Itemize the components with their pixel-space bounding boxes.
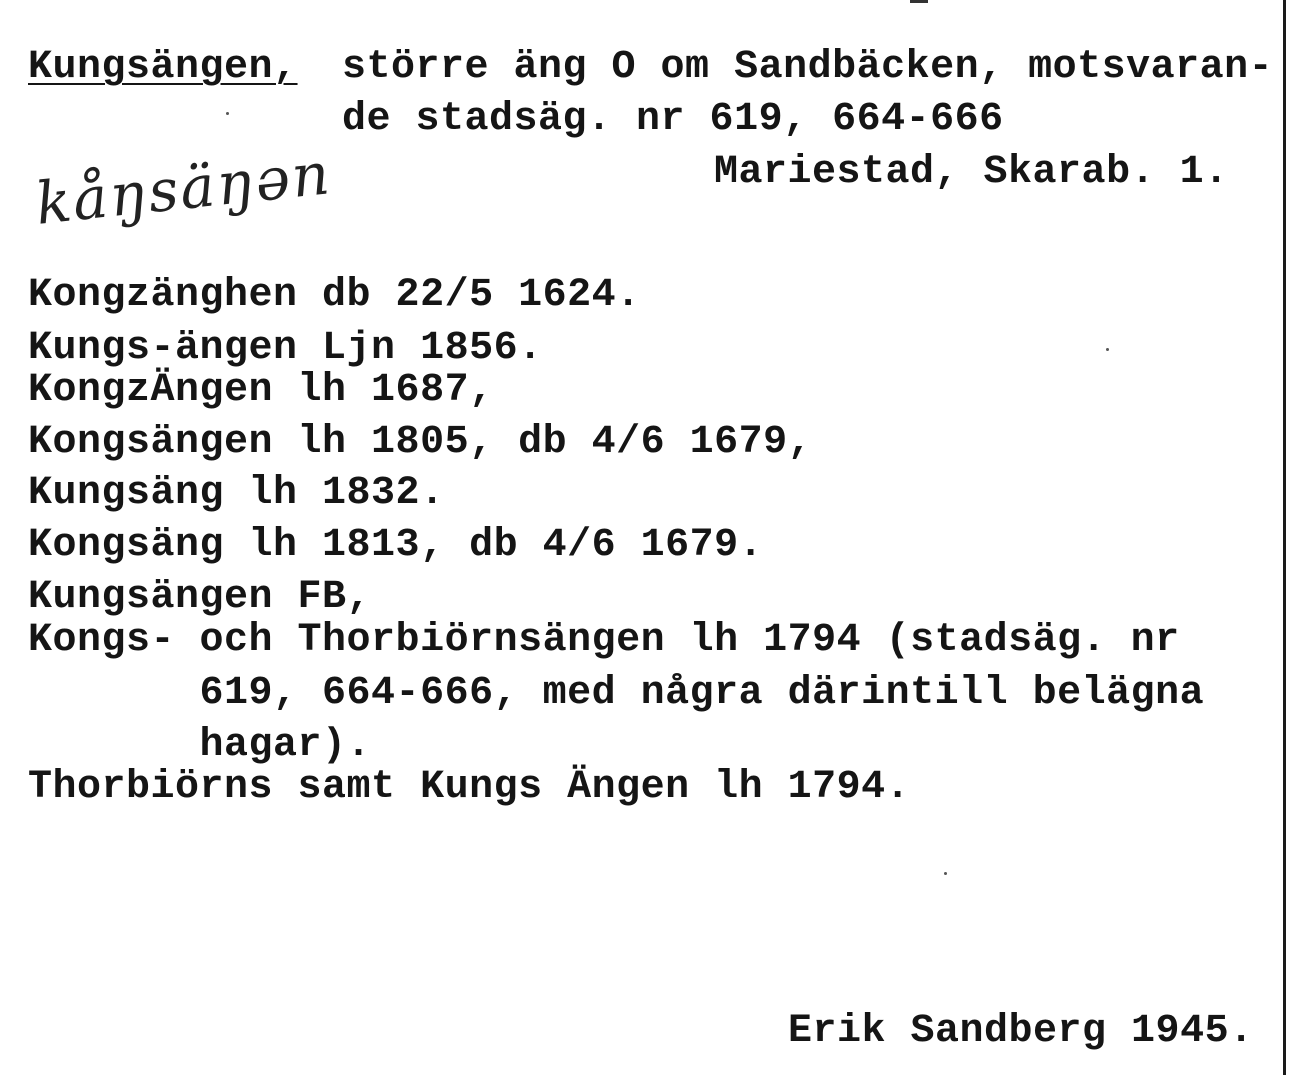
attestation-line: Kongzänghen db 22/5 1624. [28, 273, 641, 318]
card-top-mark [910, 0, 928, 3]
attestation-line: Thorbiörns samt Kungs Ängen lh 1794. [28, 765, 911, 810]
signature: Erik Sandberg 1945. [788, 1009, 1254, 1054]
attestation-line: Kongsängen lh 1805, db 4/6 1679, [28, 420, 813, 465]
definition-line-2: de stadsäg. nr 619, 664-666 [342, 97, 1004, 142]
card-right-edge [1283, 0, 1286, 1075]
attestation-line: Kongsäng lh 1813, db 4/6 1679. [28, 523, 764, 568]
attestation-line: Kungsäng lh 1832. [28, 471, 445, 516]
ink-speck [226, 112, 229, 115]
attestation-line: KongzÄngen lh 1687, [28, 368, 494, 413]
attestation-line: Kongs- och Thorbiörnsängen lh 1794 (stadsäg. nr [28, 618, 1180, 663]
location: Mariestad, Skarab. 1. [714, 150, 1229, 195]
handwritten-pronunciation: kåŋsäŋən [32, 139, 335, 238]
attestation-line: Kungs-ängen Ljn 1856. [28, 326, 543, 371]
attestation-line: 619, 664-666, med några därintill belägna [28, 671, 1205, 716]
ink-speck [944, 872, 947, 875]
headword: Kungsängen, [28, 45, 298, 90]
ink-speck [1106, 348, 1109, 351]
attestation-line: Kungsängen FB, [28, 575, 372, 620]
definition-line-1: större äng O om Sandbäcken, motsvaran- [342, 45, 1274, 90]
attestation-line: hagar). [28, 723, 372, 768]
